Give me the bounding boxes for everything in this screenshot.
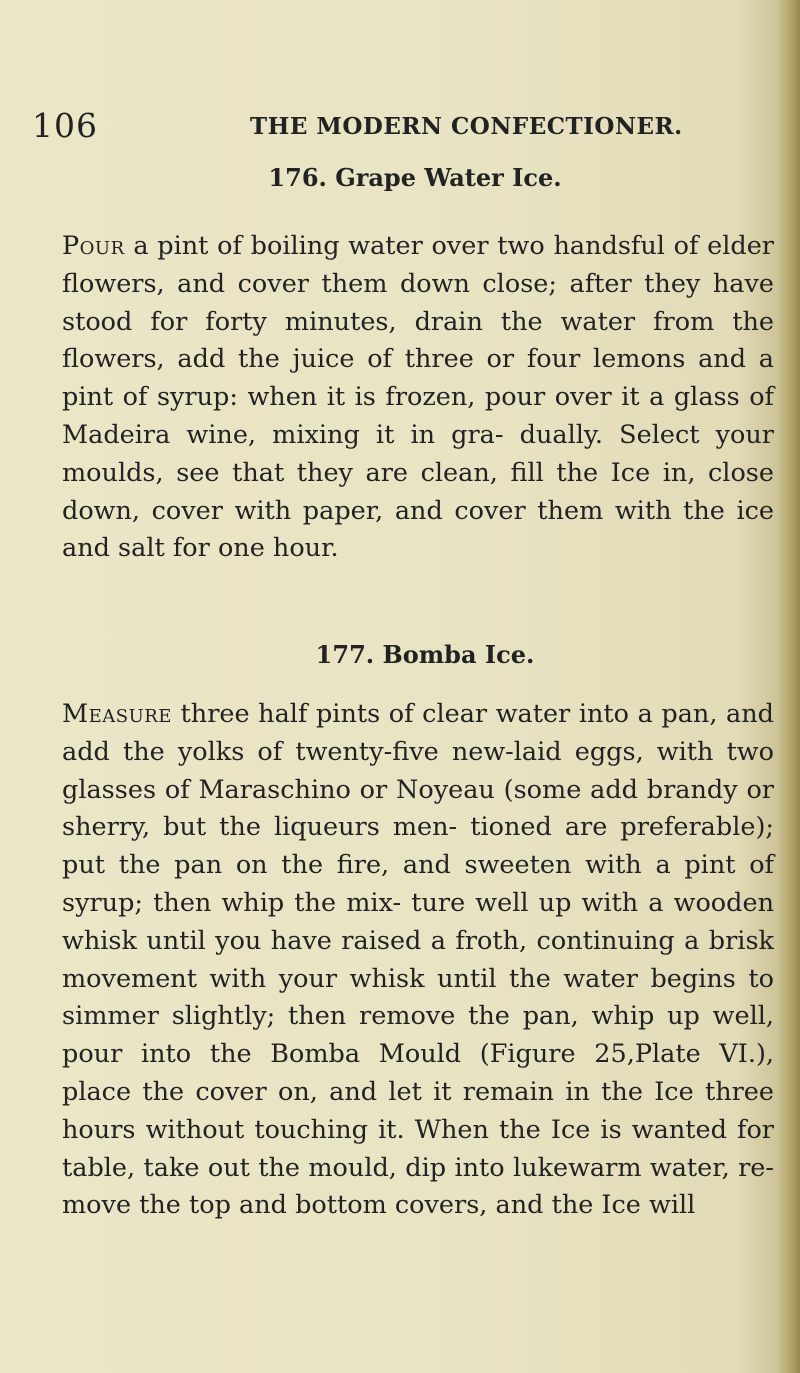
recipe-body-176 [62,228,774,568]
recipe-title-176: 176. Grape Water Ice. [268,163,562,192]
lead-word: Measure [62,699,172,729]
recipe-body-177 [62,696,774,1225]
paragraph-text: a pint of boiling water over two handsful of elder flowers, and cover them down close; after they have stood for forty minutes, drain the water from the flowers, add the juice of three or four lemons and a pint of syrup: when it is frozen, pour over it a glass of Madeira wine, mixing it in gra- dually. Select your moulds, see that they are clean, fill the Ice in, close down, cover with paper, and cover them with the ice and salt for one hour. [62,231,774,564]
lead-word: Pour [62,231,125,261]
page-number: 106 [32,106,98,145]
page-header [30,106,770,146]
running-head: THE MODERN CONFECTIONER. [250,113,683,140]
paragraph-text: three half pints of clear water into a pan, and add the yolks of twenty-five new-laid eggs, with two glasses of Maraschino or Noyeau (some add brandy or sherry, but the liqueurs men- tioned are preferable); put the pan on the fire, and sweeten with a pint of syrup; then whip the mix- ture well up with a wooden whisk until you have raised a froth, continuing a brisk movement with your whisk until the water begins to simmer slightly; then remove the pan, whip up well, pour into the Bomba Mould (Figure 25,Plate VI.), place the cover on, and let it remain in the Ice three hours without touching it. When the Ice is wanted for table, take out the mould, dip into lukewarm water, re- move the top and bottom covers, and the Ice will [62,699,774,1221]
recipe-title-177: 177. Bomba Ice. [315,640,535,669]
page-edge-shadow [778,0,800,1373]
